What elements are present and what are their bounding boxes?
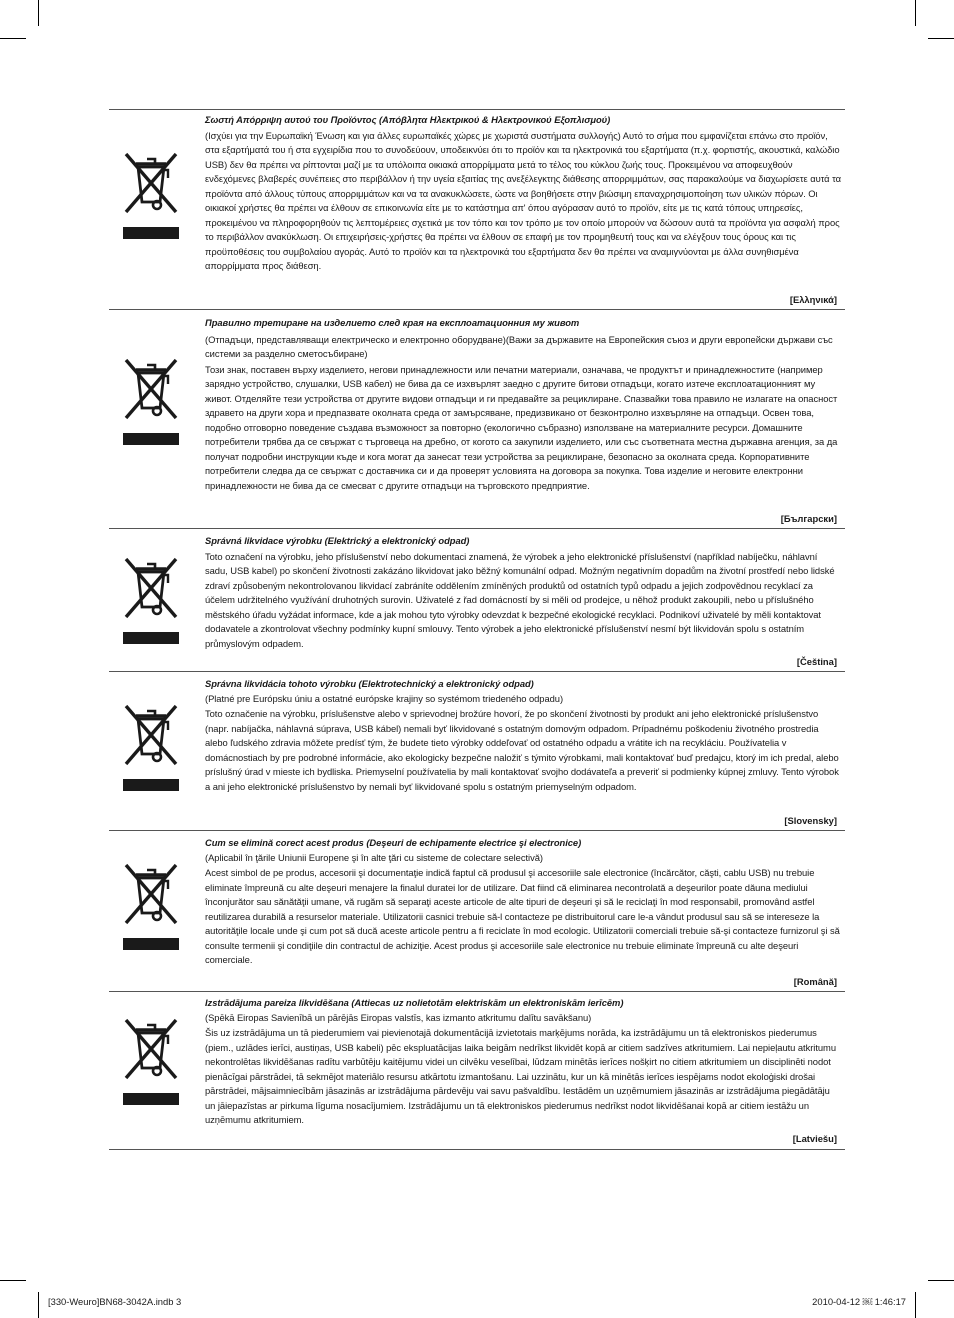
language-label: [Română]	[793, 976, 837, 987]
crop-mark	[38, 0, 39, 26]
crop-mark	[928, 1280, 954, 1281]
weee-icon-block	[122, 702, 180, 791]
section-body: (Ισχύει για την Ευρωπαϊκή Ένωση και για άλλες ευρωπαϊκές χώρες με χωριστά συστήματα συλλογής) Αυτό το σήμα που εμφανίζεται επάνω στο προϊόν, στα εξαρτήματά του ή στα εγχειρίδια που το συνοδεύουν, υποδεικνύει ότι το προϊόν και τα ηλεκτρονικά του εξαρτήματα (π.χ. φορτιστής, ακουστικά, καλώδιο USB) δεν θα πρέπει να ρίπτονται μαζί με τα υπόλοιπα οικιακά απορρίμματα μετά το τέλος του κύκλου ζωής τους. Προκειμένου να αποφευχθούν ενδεχόμενες βλαβερές συνέπειες στο περιβάλλον ή την υγεία εξαιτίας της ανεξέλεγκτης διάθεσης απορριμμάτων, σας παρακαλούμε να διαχωρίσετε αυτά τα προϊόντα από άλλους τύπους απορριμμάτων και να τα ανακυκλώσετε, ώστε να βοηθήσετε στην βιώσιμη επαναχρησιμοποίηση των υλικών πόρων. Οι οικιακοί χρήστες θα πρέπει να έλθουν σε επικοινωνία είτε με το κατάστημα απ' όπου αγόρασαν αυτό το προϊόν, είτε με τις κατά τόπους υπηρεσίες, προκειμένου να πληροφορηθούν τις λεπτομέρειες σχετικά με τον τόπο και τον τρόπο με τον οποίο μπορούν να δώσουν αυτά τα προϊόντα για ασφαλή προς το περιβάλλον ανακύκλωση. Οι επιχειρήσεις-χρήστες θα πρέπει να έλθουν σε επαφή με τον προμηθευτή τους και να ελέγξουν τους όρους και τις προϋποθέσεις του συμβολαίου αγοράς. Αυτό το προϊόν και τα ηλεκτρονικά του εξαρτήματα δεν θα πρέπει να αναμιγνύονται με άλλα συνηθισμένα απορρίμματα προς διάθεση.	[205, 129, 841, 271]
section-subtitle: (Spēkā Eiropas Savienībā un pārējās Eiropas valstīs, kas izmanto atkritumu dalītu savākšanu)	[205, 1011, 592, 1023]
weee-black-bar	[123, 938, 179, 950]
section-title: Cum se elimină corect acest produs (Deşeuri de echipamente electrice şi electronice)	[205, 837, 582, 848]
section-body: Acest simbol de pe produs, accesorii şi documentaţie indică faptul că produsul şi accesoriile sale electronice (încărcător, căşti, cablu USB) nu trebuie eliminate împreună cu alte deşeuri menajere la finalul duratei lor de utilizare. Dat fiind că eliminarea necontrolată a deşeurilor poate dăuna mediului înconjurător sau sănătăţii umane, vă rugăm să separaţi aceste articole de alte tipuri de deşeuri şi să le reciclaţi în mod responsabil, promovând astfel reutilizarea durabilă a resurselor materiale. Utilizatorii casnici trebuie să-l contacteze pe distribuitorul care le-a vândut produsul sau să se intereseze la autorităţile locale unde şi cum pot să ducă aceste articole pentru a fi reciclate în mod ecologic. Utilizatorii comerciali trebuie să-şi contacteze furnizorul şi să consulte termenii şi condiţiile din contractul de achiziţie. Acest produs şi accesoriile sale electronice nu trebuie eliminate împreună cu alte deşeuri comerciale.	[205, 867, 840, 965]
footer-timestamp: 2010-04-12 ￼ 1:46:17	[812, 1296, 906, 1307]
language-label: [Български]	[780, 513, 837, 524]
section-subtitle: (Отпадъци, представляващи електрическо и електронно оборудване)(Важи за държавите на Европейския съюз и други европейски държави със системи за разделно сметосъбиране)	[205, 333, 833, 359]
section-body: Toto označenie na výrobku, príslušenstve alebo v sprievodnej brožúre hovorí, že po skončení životnosti by produkt ani jeho elektronické príslušenstvo (napr. nabíjačka, náhlavná súprava, USB kábel) nemali byť likvidované s ostatným domovým odpadom. Prípadnému poškodeniu životného prostredia alebo ľudského zdravia môžete predísť tým, že budete tieto výrobky oddeľovať od ostatného odpadu a vrátite ich na recykláciu. Používatelia v domácnostiach by pre podrobné informácie, ako ekologicky bezpečne naložiť s týmito výrobkami, mali kontaktovať buď predajcu, ktorý im ich predal, alebo príslušný úrad v mieste ich bydliska. Priemyselní používatelia by mali kontaktovať svojho dodávateľa a preveriť si podmienky kúpnej zmluvy. Tento výrobok a ani jeho elektronické príslušenstvo by nemali byť likvidované spolu s ostatným priemyselným odpadom.	[205, 708, 839, 792]
section-subtitle: (Aplicabil în ţările Uniunii Europene şi în alte ţări cu sisteme de colectare selectivă)	[205, 851, 543, 863]
section-title: Izstrādājuma pareiza likvidēšana (Attiecas uz nolietotām elektriskām un elektroniskām ierīcēm)	[205, 997, 624, 1008]
disposal-section-czech	[109, 528, 845, 672]
weee-icon-block	[122, 356, 180, 445]
language-label: [Latviešu]	[792, 1133, 837, 1144]
weee-icon-block	[122, 1016, 180, 1105]
section-title: Σωστή Απόρριψη αυτού του Προϊόντος (Απόβλητα Ηλεκτρικού & Ηλεκτρονικού Εξοπλισμού)	[205, 114, 611, 125]
crossed-out-wheelie-bin-icon	[122, 861, 180, 929]
language-label: [Slovensky]	[784, 815, 837, 826]
weee-icon-block	[122, 150, 180, 239]
crossed-out-wheelie-bin-icon	[122, 702, 180, 770]
weee-icon-block	[122, 861, 180, 950]
crop-mark	[0, 38, 26, 39]
crossed-out-wheelie-bin-icon	[122, 356, 180, 424]
section-title: Správná likvidace výrobku (Elektrický a elektronický odpad)	[205, 535, 470, 546]
language-label: [Čeština]	[796, 656, 837, 667]
section-title: Правилно третиране на изделието след края на експлоатационния му живот	[205, 317, 580, 328]
section-subtitle: (Platné pre Európsku úniu a ostatné európske krajiny so systémom triedeného odpadu)	[205, 692, 564, 704]
section-body: Toto označení na výrobku, jeho příslušenství nebo dokumentaci znamená, že výrobek a jeho elektronické příslušenství (například nabíječku, náhlavní sadu, USB kabel) po skončení životnosti zakázáno likvidovat jako běžný komunální odpad. Možným negativním dopadům na životní prostředí nebo lidské zdraví způsobeným nekontrolovanou likvidací zabráníte oddělením zmíněných produktů od ostatních typů odpadu a jejich zodpovědnou recyklací za účelem udržitelného využívání druhotných surovin. Uživatelé z řad domácností by si měli od prodejce, u něhož produkt zakoupili, nebo u příslušného městského úřadu vyžádat informace, kde a jak mohou tyto výrobky odevzdat k bezpečné ekologické recyklaci. Podnikoví uživatelé by měli kontaktovat dodavatele a zkontrolovat všechny podmínky kupní smlouvy. Tento výrobek a jeho elektronické příslušenství nesmí být likvidován spolu s ostatním průmyslovým odpadem.	[205, 550, 835, 649]
section-body: Šis uz izstrādājuma un tā piederumiem vai pievienotajā dokumentācijā izvietotais marķējums norāda, ka izstrādājumu un tā elektroniskos piederumus (piem., uzlādes ierīci, austiņas, USB kabeli) pēc ekspluatācijas laika beigām nedrīkst likvidēt kopā ar citiem sadzīves atkritumiem. Lai nepieļautu atkritumu nekontrolētas likvidēšanas radītu varbūtēju kaitējumu videi un cilvēku veselībai, lūdzam minētās ierīces nošķirt no citiem atkritumiem un disciplinēti nodot pienācīgai pārstrādei, tā sekmējot materiālo resursu atkārtotu izmantošanu. Lai uzzinātu, kur un kā minētās ierīces iespējams nodot ekoloģiski drošai pārstrādei, mājsaimniecībām jāsazinās ar izstrādājuma pārdevēju vai savu pašvaldību. Iestādēm un uzņēmumiem jāsazinās ar izstrādājuma piegādātāju un jāiepazīstas ar pirkuma līguma nosacījumiem. Izstrādājumu un tā elektroniskos piederumus nedrīkst nodot likvidēšanai kopā ar citiem iestāžu un uzņēmumu atkritumiem.	[205, 1027, 836, 1125]
crop-mark	[915, 0, 916, 26]
crop-mark	[915, 1292, 916, 1318]
language-label: [Ελληνικά]	[789, 294, 837, 305]
weee-black-bar	[123, 1093, 179, 1105]
crop-mark	[38, 1292, 39, 1318]
footer-file-info: [330-Weuro]BN68-3042A.indb 3	[48, 1296, 182, 1307]
crossed-out-wheelie-bin-icon	[122, 1016, 180, 1084]
disposal-section-slovak	[109, 671, 845, 831]
disposal-section-romanian	[109, 830, 845, 992]
weee-black-bar	[123, 227, 179, 239]
section-title: Správna likvidácia tohoto výrobku (Elektrotechnický a elektronický odpad)	[205, 678, 534, 689]
weee-icon-block	[122, 555, 180, 644]
disposal-section-latvian	[109, 991, 845, 1150]
crop-mark	[928, 38, 954, 39]
weee-black-bar	[123, 632, 179, 644]
crossed-out-wheelie-bin-icon	[122, 555, 180, 623]
disposal-section-greek	[109, 109, 845, 310]
disposal-section-bulgarian	[109, 309, 845, 529]
weee-black-bar	[123, 779, 179, 791]
section-body: Този знак, поставен върху изделието, негови принадлежности или печатни материали, означава, че продуктът и принадлежностите (например зарядно устройство, слушалки, USB кабел) не бива да се изхвърлят заедно с другите битови отпадъци, когато изтече експлоатационният му живот. Отделяйте тези устройства от другите видови отпадъци и ги предавайте за рециклиране. Спазвайки това правило не излагате на опасност здравето на други хора и предпазвате околната среда от замърсяване, предизвикано от безконтролно изхвърляне на отпадъци. Освен това, подобно отговорно поведение създава възможност за повторно (екологично събразно) използване на материалните ресурси. Домашните потребители трябва да се свържат с търговеца на дребно, от когото са закупили изделието, или със съответната местна държавна агенция, за да получат подробни инструкции къде и кога могат да занесат тези устройства за рециклиране, безопасно за околната среда. Корпоративните потребители следва да се свържат с доставчика си и да проверят условията на договора за покупка. Това изделие и неговите електронни принадлежности не бива да се смесват с другите отпадъци на търговското предприятие.	[205, 363, 838, 491]
weee-black-bar	[123, 433, 179, 445]
crossed-out-wheelie-bin-icon	[122, 150, 180, 218]
crop-mark	[0, 1280, 26, 1281]
